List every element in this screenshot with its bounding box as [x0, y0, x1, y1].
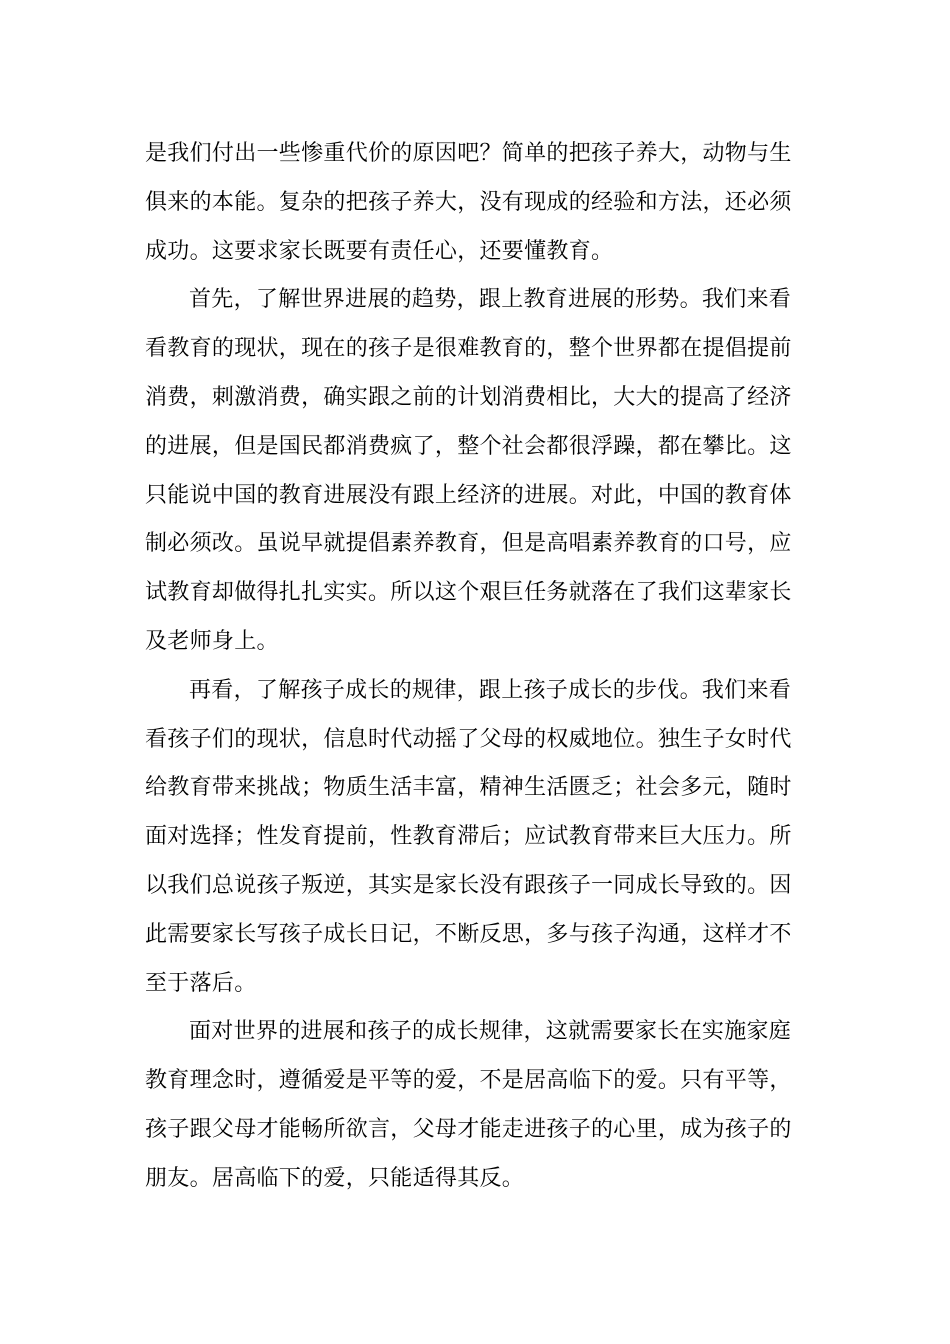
text-line: 看教育的现状，现在的孩子是很难教育的，整个世界都在提倡提前 [145, 336, 792, 362]
text-line: 及老师身上。 [145, 628, 279, 654]
text-line: 再看，了解孩子成长的规律，跟上孩子成长的步伐。我们来看 [189, 677, 792, 703]
text-line: 教育理念时，遵循爱是平等的爱，不是居高临下的爱。只有平等， [145, 1068, 792, 1094]
text-line: 给教育带来挑战；物质生活丰富，精神生活匮乏；社会多元，随时 [145, 775, 792, 801]
text-line: 只能说中国的教育进展没有跟上经济的进展。对此，中国的教育体 [145, 482, 792, 508]
text-line: 孩子跟父母才能畅所欲言，父母才能走进孩子的心里，成为孩子的 [145, 1116, 792, 1142]
text-line: 成功。这要求家长既要有责任心，还要懂教育。 [145, 238, 614, 264]
document-body [145, 130, 810, 1204]
text-line: 以我们总说孩子叛逆，其实是家长没有跟孩子一同成长导致的。因 [145, 872, 792, 898]
paragraph [145, 667, 810, 1009]
text-line: 面对选择；性发育提前，性教育滞后；应试教育带来巨大压力。所 [145, 824, 792, 850]
paragraph [145, 276, 810, 666]
paragraph [145, 130, 810, 276]
text-line: 首先，了解世界进展的趋势，跟上教育进展的形势。我们来看 [189, 287, 792, 313]
text-line: 的进展，但是国民都消费疯了，整个社会都很浮躁，都在攀比。这 [145, 433, 792, 459]
text-line: 是我们付出一些惨重代价的原因吧？简单的把孩子养大，动物与生 [145, 141, 792, 166]
text-line: 朋友。居高临下的爱，只能适得其反。 [145, 1165, 525, 1191]
text-line: 试教育却做得扎扎实实。所以这个艰巨任务就落在了我们这辈家长 [145, 580, 792, 606]
text-line: 俱来的本能。复杂的把孩子养大，没有现成的经验和方法，还必须 [145, 189, 792, 215]
text-line: 面对世界的进展和孩子的成长规律，这就需要家长在实施家庭 [189, 1019, 792, 1045]
text-line: 消费，刺激消费，确实跟之前的计划消费相比，大大的提高了经济 [145, 384, 792, 410]
text-line: 至于落后。 [145, 970, 257, 996]
text-line: 此需要家长写孩子成长日记，不断反思，多与孩子沟通，这样才不 [145, 921, 792, 947]
text-line: 看孩子们的现状，信息时代动摇了父母的权威地位。独生子女时代 [145, 726, 792, 752]
paragraph [145, 1008, 810, 1203]
text-line: 制必须改。虽说早就提倡素养教育，但是高唱素养教育的口号，应 [145, 531, 792, 557]
